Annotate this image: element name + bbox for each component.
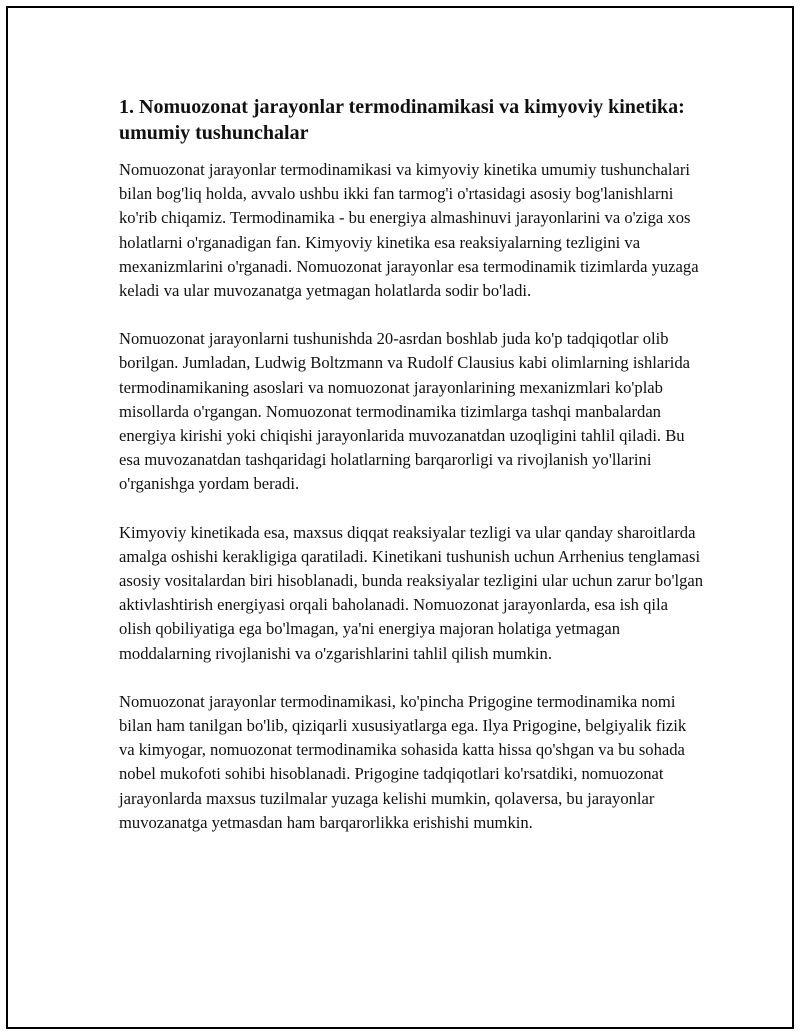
paragraph-1: Nomuozonat jarayonlar termodinamikasi va kimyoviy kinetika umumiy tushunchalari bilan bog'liq holda, avvalo ushbu ikki fan tarmog'i o'rtasidagi asosiy bog'lanishlarni ko'rib chiqamiz. Termodinamika - bu energiya almashinuvi jarayonlarini va o'ziga xos holatlarni o'rganadigan fan. Kimyoviy kinetika esa reaksiyalarning tezligini va mexanizmlarini o'rganadi. Nomuozonat jarayonlar esa termodinamik tizimlarda yuzaga keladi va ular muvozanatga yetmagan holatlarda sodir bo'ladi. xyxy=(119,160,699,301)
document-body xyxy=(119,94,704,859)
section-heading: 1. Nomuozonat jarayonlar termodinamikasi va kimyoviy kinetika: umumiy tushunchalar xyxy=(119,96,685,144)
paragraph-2: Nomuozonat jarayonlarni tushunishda 20-asrdan boshlab juda ko'p tadqiqotlar olib borilgan. Jumladan, Ludwig Boltzmann va Rudolf Clausius kabi olimlarning ishlarida termodinamikaning asoslari va nomuozonat jarayonlarining mexanizmlari ko'plab misollarda o'rgangan. Nomuozonat termodinamika tizimlarga tashqi manbalardan energiya kirishi yoki chiqishi jarayonlarida muvozanatdan uzoqligini tahlil qiladi. Bu esa muvozanatdan tashqaridagi holatlarning barqarorligi va rivojlanish yo'llarini o'rganishga yordam beradi. xyxy=(119,329,691,494)
paragraph-3: Kimyoviy kinetikada esa, maxsus diqqat reaksiyalar tezligi va ular qanday sharoitlarda amalga oshishi kerakligiga qaratiladi. Kinetikani tushunish uchun Arrhenius tenglamasi asosiy vositalardan biri hisoblanadi, bunda reaksiyalar tezligini ular uchun zarur bo'lgan aktivlashtirish energiyasi orqali baholanadi. Nomuozonat jarayonlarda, esa ish qila olish qobiliyatiga ega bo'lmagan, ya'ni energiya majoran holatiga yetmagan moddalarning rivojlanishi va o'zgarishlarini tahlil qilish mumkin. xyxy=(119,522,704,663)
page-frame xyxy=(6,6,794,1029)
paragraph-4: Nomuozonat jarayonlar termodinamikasi, ko'pincha Prigogine termodinamika nomi bilan ham tanilgan bo'lib, qiziqarli xususiyatlarga ega. Ilya Prigogine, belgiyalik fizik va kimyogar, nomuozonat termodinamika sohasida katta hissa qo'shgan va bu sohada nobel mukofoti sohibi hisoblanadi. Prigogine tadqiqotlari ko'rsatdiki, nomuozonat jarayonlarda maxsus tuzilmalar yuzaga kelishi mumkin, qolaversa, bu jarayonlar muvozanatga yetmasdan ham barqarorlikka erishishi mumkin. xyxy=(119,691,687,832)
